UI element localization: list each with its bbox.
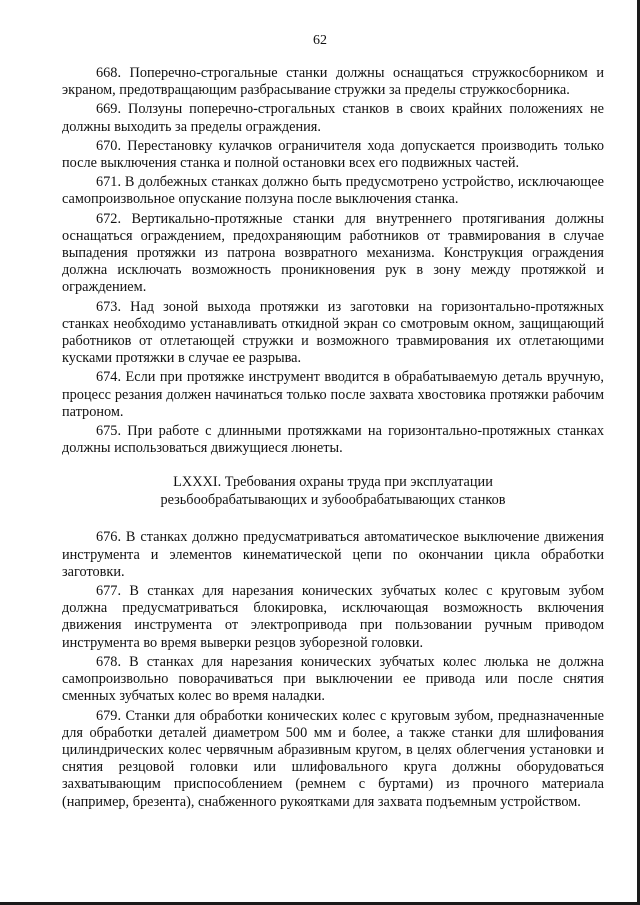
paragraph-671: 671. В долбежных станках должно быть предусмотрено устройство, исключающее самопроизвольное опускание ползуна после выключения станка. [62,174,604,208]
paragraph-674: 674. Если при протяжке инструмент вводится в обрабатываемую деталь вручную, процесс резания должен начинаться только после захвата хвостовика протяжки рабочим патроном. [62,369,604,420]
paragraph-679: 679. Станки для обработки конических колес с круговым зубом, предназначенные для обработки деталей диаметром 500 мм и более, а также станки для шлифования цилиндрических колес червячным абразивным кругом, в целях облегчения установки и снятия резцовой головки или шлифовального круга должны оборудоваться захватывающим приспособлением (ремнем с буртами) из прочного материала (например, брезента), снабженного рукоятками для захвата подъемным устройством. [62,707,604,810]
paragraph-675: 675. При работе с длинными протяжками на горизонтально-протяжных станках должны использоваться движущиеся люнеты. [62,423,604,457]
document-body [62,65,604,813]
section-heading-line-1: LXXXI. Требования охраны труда при эксплуатации [173,474,493,491]
page-number: 62 [313,33,327,48]
paragraph-678: 678. В станках для нарезания конических зубчатых колес люлька не должна самопроизвольно поворачиваться при выключении ее привода или после снятия сменных зубчатых колес во время наладки. [62,653,604,705]
paragraph-677: 677. В станках для нарезания конических зубчатых колес с круговым зубом должна предусматриваться блокировка, исключающая возможность включения движения инструмента от электропривода при пользовании ручным приводом инструмента во время выверки резцов зуборезной головки. [62,583,604,651]
section-heading [62,474,604,509]
paragraph-676: 676. В станках должно предусматриваться автоматическое выключение движения инструмента и элементов кинематической цепи по окончании цикла обработки заготовки. [62,529,604,580]
section-heading-line-2: резьбообрабатывающих и зубообрабатывающих станков [160,491,506,508]
paragraph-673: 673. Над зоной выхода протяжки из заготовки на горизонтально-протяжных станках необходимо устанавливать откидной экран со смотровым окном, защищающий работников от отлетающей стружки и возможного травмирования их отлетающими кусками протяжки в случае ее разрыва. [62,298,604,367]
paragraph-672: 672. Вертикально-протяжные станки для внутреннего протягивания должны оснащаться ограждением, предохраняющим работников от травмирования в случае выпадения протяжки из патрона возвратного механизма. Конструкция ограждения должна исключать возможность проникновения рук в зону между протяжкой и ограждением. [62,210,604,296]
paragraph-668: 668. Поперечно-строгальные станки должны оснащаться стружкосборником и экраном, предотвращающим разбрасывание стружки за пределы стружкосборника. [62,65,604,99]
paragraph-670: 670. Перестановку кулачков ограничителя хода допускается производить только после выключения станка и полной остановки всех его подвижных частей. [62,137,604,172]
paragraph-669: 669. Ползуны поперечно-строгальных станков в своих крайних положениях не должны выходить за пределы ограждения. [62,101,604,135]
